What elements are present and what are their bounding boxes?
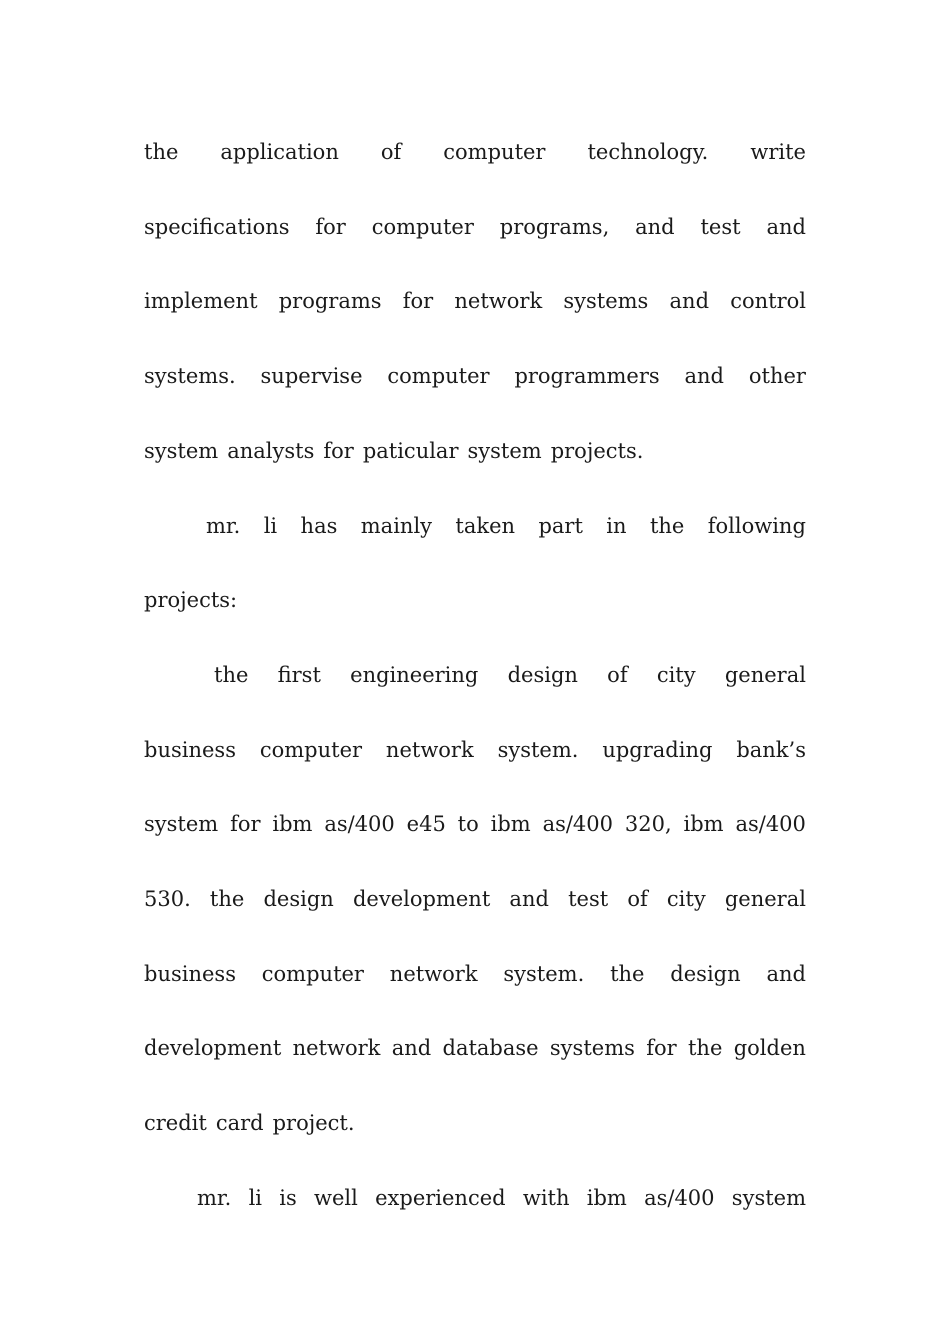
word: with — [522, 1186, 570, 1210]
word: ibm — [490, 812, 531, 836]
text-line — [144, 809, 806, 839]
word: test — [700, 215, 741, 239]
word: design — [670, 962, 741, 986]
word: control — [730, 289, 806, 313]
word: the — [209, 887, 245, 911]
word: computer — [261, 962, 364, 986]
word: mr. — [206, 514, 241, 538]
word: 530. — [144, 887, 191, 911]
word: computer — [371, 215, 474, 239]
word: mr. — [197, 1186, 232, 1210]
word: projects. — [550, 439, 644, 463]
word: design — [507, 663, 578, 687]
word: credit — [144, 1111, 207, 1135]
word: computer — [443, 140, 546, 164]
word: system — [144, 439, 219, 463]
word: technology. — [587, 140, 709, 164]
word: paticular — [362, 439, 459, 463]
word: programs, — [499, 215, 610, 239]
word: as/400 — [324, 812, 395, 836]
word: for — [646, 1036, 677, 1060]
word: for — [230, 812, 261, 836]
text-line — [144, 884, 806, 914]
word: programmers — [514, 364, 660, 388]
word: and — [766, 215, 806, 239]
word: computer — [387, 364, 490, 388]
word: of — [380, 140, 402, 164]
word: programs — [278, 289, 382, 313]
word: system — [731, 1186, 806, 1210]
text-line — [144, 959, 806, 989]
word: project. — [272, 1111, 355, 1135]
text-line — [144, 212, 806, 242]
word: mainly — [360, 514, 433, 538]
word: the — [214, 663, 249, 687]
word: write — [750, 140, 806, 164]
word: supervise — [260, 364, 363, 388]
word: city — [666, 887, 706, 911]
word: as/400 — [735, 812, 806, 836]
word: of — [607, 663, 628, 687]
text-line — [206, 511, 806, 541]
text-line — [144, 1108, 806, 1138]
word: business — [144, 962, 236, 986]
word: experienced — [375, 1186, 506, 1210]
word: the — [649, 514, 685, 538]
text-line — [197, 1183, 806, 1213]
word: bank’s — [736, 738, 806, 762]
word: as/400 — [542, 812, 614, 836]
text-line — [144, 137, 806, 167]
word: li — [248, 1186, 263, 1210]
word: general — [724, 887, 806, 911]
word: system — [467, 439, 542, 463]
word: golden — [733, 1036, 806, 1060]
word: ibm — [586, 1186, 627, 1210]
word: engineering — [350, 663, 479, 687]
word: network — [385, 738, 474, 762]
text-line — [144, 735, 806, 765]
word: network — [454, 289, 543, 313]
word: general — [724, 663, 806, 687]
word: for — [402, 289, 434, 313]
word: as/400 — [644, 1186, 715, 1210]
word: is — [279, 1186, 297, 1210]
text-line — [214, 660, 806, 690]
word: well — [314, 1186, 358, 1210]
word: city — [656, 663, 696, 687]
word: system. — [503, 962, 585, 986]
word: and — [509, 887, 549, 911]
word: and — [391, 1036, 432, 1060]
word: to — [457, 812, 479, 836]
word: taken — [455, 514, 516, 538]
word: system. — [497, 738, 579, 762]
text-line — [144, 436, 806, 466]
word: has — [300, 514, 338, 538]
word: analysts — [227, 439, 315, 463]
word: and — [669, 289, 710, 313]
word: system — [144, 812, 219, 836]
word: test — [568, 887, 609, 911]
word: upgrading — [602, 738, 713, 762]
word: e45 — [406, 812, 446, 836]
word: business — [144, 738, 236, 762]
word: network — [292, 1036, 381, 1060]
word: implement — [144, 289, 258, 313]
word: application — [220, 140, 339, 164]
word: systems — [563, 289, 649, 313]
word: development — [352, 887, 491, 911]
word: for — [323, 439, 354, 463]
text-line — [144, 585, 806, 615]
word: the — [610, 962, 645, 986]
word: following — [707, 514, 806, 538]
word: ibm — [683, 812, 724, 836]
word: other — [748, 364, 806, 388]
word: projects: — [144, 588, 238, 612]
word: and — [635, 215, 675, 239]
word: development — [144, 1036, 282, 1060]
word: systems. — [144, 364, 236, 388]
word: of — [627, 887, 648, 911]
word: for — [315, 215, 346, 239]
text-line — [144, 1033, 806, 1063]
word: design — [263, 887, 334, 911]
word: and — [766, 962, 806, 986]
word: network — [389, 962, 478, 986]
word: card — [215, 1111, 264, 1135]
word: the — [144, 140, 179, 164]
text-line — [144, 286, 806, 316]
word: database — [442, 1036, 539, 1060]
word: systems — [549, 1036, 635, 1060]
word: part — [538, 514, 583, 538]
word: first — [277, 663, 321, 687]
word: computer — [259, 738, 363, 762]
word: the — [687, 1036, 723, 1060]
word: li — [263, 514, 278, 538]
word: in — [606, 514, 627, 538]
word: specifications — [144, 215, 290, 239]
word: 320, — [624, 812, 672, 836]
text-line — [144, 361, 806, 391]
word: ibm — [272, 812, 313, 836]
word: and — [684, 364, 724, 388]
